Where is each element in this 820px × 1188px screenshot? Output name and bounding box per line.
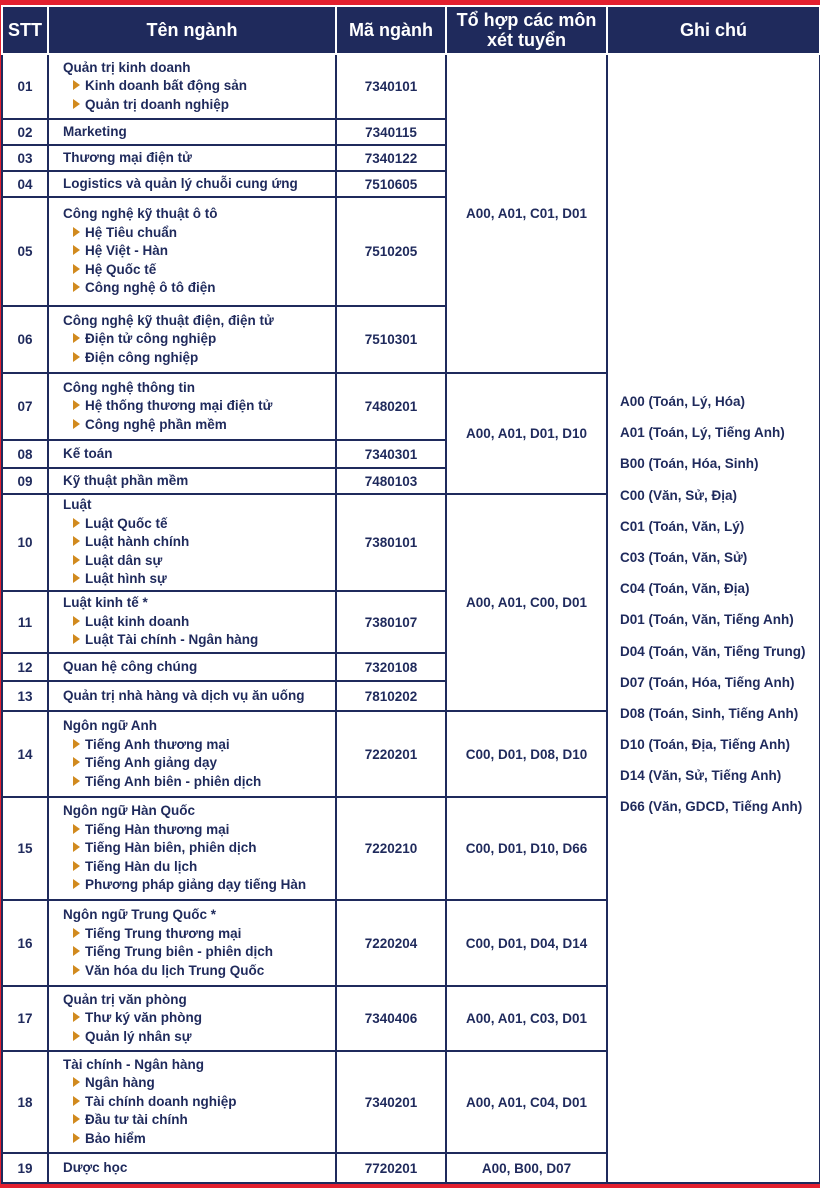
row-stt: 13 — [2, 681, 48, 711]
specialization-item — [63, 876, 335, 895]
specialization-item — [63, 858, 335, 877]
header-name: Tên ngành — [48, 6, 336, 54]
specialization-label: Tiếng Anh thương mại — [85, 736, 230, 752]
row-stt: 14 — [2, 711, 48, 797]
row-stt: 01 — [2, 54, 48, 119]
row-name — [48, 591, 336, 653]
specialization-label: Luật dân sự — [85, 552, 163, 568]
header-code: Mã ngành — [336, 6, 446, 54]
row-stt: 11 — [2, 591, 48, 653]
specialization-label: Tiếng Anh biên - phiên dịch — [85, 773, 262, 789]
program-title: Công nghệ kỹ thuật ô tô — [63, 206, 218, 222]
triangle-bullet-icon — [73, 555, 80, 565]
specialization-item — [63, 570, 335, 589]
specialization-label: Luật kinh doanh — [85, 613, 190, 629]
specialization-label: Luật hình sự — [85, 571, 167, 587]
triangle-bullet-icon — [73, 99, 80, 109]
combo-cell: C00, D01, D08, D10 — [446, 711, 607, 797]
specialization-item — [63, 613, 335, 632]
specialization-item — [63, 1130, 335, 1149]
row-name — [48, 306, 336, 373]
triangle-bullet-icon — [73, 757, 80, 767]
program-title: Quan hệ công chúng — [63, 658, 198, 674]
specialization-label: Tiếng Trung thương mại — [85, 925, 242, 941]
triangle-bullet-icon — [73, 1031, 80, 1041]
note-item: C01 (Toán, Văn, Lý) — [620, 518, 745, 534]
header-row — [2, 6, 820, 54]
program-title: Luật kinh tế * — [63, 595, 148, 611]
specialization-item — [63, 96, 335, 115]
specialization-label: Văn hóa du lịch Trung Quốc — [85, 962, 265, 978]
row-stt: 03 — [2, 145, 48, 171]
row-stt: 08 — [2, 440, 48, 468]
specialization-label: Điện công nghiệp — [85, 349, 199, 365]
header-stt: STT — [2, 6, 48, 54]
specialization-item — [63, 77, 335, 96]
specialization-item — [63, 1074, 335, 1093]
row-code: 7220210 — [336, 797, 446, 900]
specialization-item — [63, 1111, 335, 1130]
combo-cell: A00, A01, C03, D01 — [446, 986, 607, 1051]
specialization-item — [63, 261, 335, 280]
specialization-label: Luật hành chính — [85, 534, 190, 550]
triangle-bullet-icon — [73, 245, 80, 255]
row-name — [48, 681, 336, 711]
combo-cell: A00, A01, D01, D10 — [446, 373, 607, 494]
program-title: Công nghệ thông tin — [63, 379, 195, 395]
row-stt: 17 — [2, 986, 48, 1051]
specialization-item — [63, 821, 335, 840]
specialization-label: Tiếng Hàn thương mại — [85, 821, 230, 837]
specialization-label: Luật Tài chính - Ngân hàng — [85, 632, 259, 648]
row-code: 7340115 — [336, 119, 446, 145]
program-title: Quản trị nhà hàng và dịch vụ ăn uống — [63, 687, 305, 703]
note-item: A00 (Toán, Lý, Hóa) — [620, 394, 746, 409]
specialization-item — [63, 1093, 335, 1112]
row-code: 7810202 — [336, 681, 446, 711]
combo-cell: A00, A01, C00, D01 — [446, 494, 607, 711]
note-item: C03 (Toán, Văn, Sử) — [620, 549, 748, 565]
combo-cell: A00, A01, C04, D01 — [446, 1051, 607, 1153]
row-name — [48, 54, 336, 119]
row-stt: 16 — [2, 900, 48, 986]
row-code: 7380101 — [336, 494, 446, 591]
specialization-label: Đầu tư tài chính — [85, 1112, 188, 1128]
row-code: 7480103 — [336, 468, 446, 494]
row-name — [48, 197, 336, 306]
row-code: 7510605 — [336, 171, 446, 197]
combo-cell: C00, D01, D04, D14 — [446, 900, 607, 986]
header-combo-line2: xét tuyển — [486, 30, 567, 50]
program-title: Công nghệ kỹ thuật điện, điện tử — [63, 312, 274, 328]
row-name — [48, 797, 336, 900]
row-name — [48, 986, 336, 1051]
triangle-bullet-icon — [73, 1012, 80, 1022]
note-item: C04 (Toán, Văn, Địa) — [620, 581, 750, 597]
row-name — [48, 1153, 336, 1183]
specialization-label: Công nghệ phần mềm — [85, 416, 227, 432]
specialization-label: Hệ Việt - Hàn — [85, 243, 169, 259]
row-stt: 02 — [2, 119, 48, 145]
row-code: 7220204 — [336, 900, 446, 986]
row-code: 7340101 — [336, 54, 446, 119]
header-combo — [446, 6, 607, 54]
specialization-label: Hệ Quốc tế — [85, 261, 157, 277]
specialization-item — [63, 552, 335, 571]
triangle-bullet-icon — [73, 1096, 80, 1106]
row-code: 7340201 — [336, 1051, 446, 1153]
program-title: Tài chính - Ngân hàng — [63, 1056, 204, 1072]
specialization-item — [63, 754, 335, 773]
specialization-item — [63, 416, 335, 435]
row-name — [48, 145, 336, 171]
specialization-label: Hệ Tiêu chuẩn — [85, 224, 178, 240]
combo-cell: C00, D01, D10, D66 — [446, 797, 607, 900]
note-item: B00 (Toán, Hóa, Sinh) — [620, 456, 759, 472]
row-stt: 05 — [2, 197, 48, 306]
table-row — [2, 54, 820, 119]
program-title: Ngôn ngữ Anh — [63, 718, 157, 733]
row-code: 7510205 — [336, 197, 446, 306]
combo-cell: A00, B00, D07 — [446, 1153, 607, 1183]
program-title: Ngôn ngữ Trung Quốc * — [63, 907, 217, 922]
triangle-bullet-icon — [73, 739, 80, 749]
triangle-bullet-icon — [73, 842, 80, 852]
triangle-bullet-icon — [73, 80, 80, 90]
specialization-label: Điện tử công nghiệp — [85, 331, 217, 347]
program-title: Kỹ thuật phần mềm — [63, 472, 189, 488]
triangle-bullet-icon — [73, 824, 80, 834]
combo-cell: A00, A01, C01, D01 — [446, 54, 607, 373]
triangle-bullet-icon — [73, 264, 80, 274]
specialization-item — [63, 631, 335, 650]
program-title: Kế toán — [63, 445, 113, 461]
triangle-bullet-icon — [73, 946, 80, 956]
row-code: 7510301 — [336, 306, 446, 373]
triangle-bullet-icon — [73, 965, 80, 975]
triangle-bullet-icon — [73, 1133, 80, 1143]
triangle-bullet-icon — [73, 227, 80, 237]
row-stt: 12 — [2, 653, 48, 681]
specialization-item — [63, 330, 335, 349]
specialization-label: Ngân hàng — [85, 1075, 155, 1091]
row-stt: 07 — [2, 373, 48, 440]
page-frame — [0, 5, 820, 1182]
specialization-label: Tài chính doanh nghiệp — [85, 1093, 237, 1109]
row-code: 7220201 — [336, 711, 446, 797]
specialization-label: Phương pháp giảng dạy tiếng Hàn — [85, 877, 307, 893]
specialization-item — [63, 533, 335, 552]
triangle-bullet-icon — [73, 1077, 80, 1087]
specialization-item — [63, 1028, 335, 1047]
specialization-label: Bảo hiểm — [85, 1130, 146, 1146]
program-title: Dược học — [63, 1159, 128, 1175]
row-name — [48, 373, 336, 440]
triangle-bullet-icon — [73, 282, 80, 292]
specialization-label: Công nghệ ô tô điện — [85, 280, 216, 296]
specialization-item — [63, 925, 335, 944]
specialization-item — [63, 773, 335, 792]
row-stt: 04 — [2, 171, 48, 197]
note-item: D08 (Toán, Sinh, Tiếng Anh) — [620, 705, 799, 721]
specialization-item — [63, 962, 335, 981]
row-stt: 09 — [2, 468, 48, 494]
note-item: D04 (Toán, Văn, Tiếng Trung) — [620, 643, 806, 659]
specialization-item — [63, 242, 335, 261]
row-code: 7380107 — [336, 591, 446, 653]
note-item: D07 (Toán, Hóa, Tiếng Anh) — [620, 674, 795, 690]
specialization-label: Quản lý nhân sự — [85, 1028, 192, 1044]
specialization-item — [63, 839, 335, 858]
row-name — [48, 900, 336, 986]
triangle-bullet-icon — [73, 928, 80, 938]
program-title: Ngôn ngữ Hàn Quốc — [63, 803, 196, 819]
specialization-item — [63, 515, 335, 534]
row-code: 7320108 — [336, 653, 446, 681]
row-stt: 06 — [2, 306, 48, 373]
specialization-item — [63, 1009, 335, 1028]
triangle-bullet-icon — [73, 573, 80, 583]
notes-cell — [607, 54, 820, 1183]
header-combo-line1: Tổ hợp các môn — [456, 10, 597, 30]
row-stt: 18 — [2, 1051, 48, 1153]
row-code: 7340122 — [336, 145, 446, 171]
note-item: D66 (Văn, GDCD, Tiếng Anh) — [620, 799, 803, 815]
note-item: D14 (Văn, Sử, Tiếng Anh) — [620, 768, 782, 784]
specialization-item — [63, 943, 335, 962]
triangle-bullet-icon — [73, 634, 80, 644]
program-title: Quản trị văn phòng — [63, 991, 187, 1007]
note-item: C00 (Văn, Sử, Địa) — [620, 487, 738, 503]
triangle-bullet-icon — [73, 879, 80, 889]
row-stt: 19 — [2, 1153, 48, 1183]
row-name — [48, 494, 336, 591]
row-name — [48, 119, 336, 145]
specialization-label: Thư ký văn phòng — [85, 1010, 203, 1026]
specialization-label: Tiếng Trung biên - phiên dịch — [85, 944, 273, 959]
triangle-bullet-icon — [73, 861, 80, 871]
row-code: 7480201 — [336, 373, 446, 440]
specialization-item — [63, 224, 335, 243]
specialization-item — [63, 736, 335, 755]
specialization-label: Hệ thống thương mại điện tử — [85, 398, 273, 414]
program-title: Logistics và quản lý chuỗi cung ứng — [63, 175, 298, 191]
specialization-item — [63, 349, 335, 368]
row-name — [48, 1051, 336, 1153]
note-item: A01 (Toán, Lý, Tiếng Anh) — [620, 425, 785, 441]
row-name — [48, 653, 336, 681]
program-title: Marketing — [63, 123, 127, 139]
specialization-label: Tiếng Hàn du lịch — [85, 858, 198, 874]
triangle-bullet-icon — [73, 333, 80, 343]
specialization-label: Kinh doanh bất động sản — [85, 78, 247, 94]
program-title: Quản trị kinh doanh — [63, 59, 191, 75]
row-code: 7720201 — [336, 1153, 446, 1183]
program-title: Thương mại điện tử — [63, 149, 192, 165]
specialization-label: Tiếng Anh giảng dạy — [85, 755, 218, 770]
row-code: 7340406 — [336, 986, 446, 1051]
row-stt: 10 — [2, 494, 48, 591]
row-name — [48, 711, 336, 797]
row-name — [48, 171, 336, 197]
triangle-bullet-icon — [73, 1114, 80, 1124]
row-name — [48, 468, 336, 494]
admission-table — [1, 5, 820, 1184]
specialization-item — [63, 279, 335, 298]
row-stt: 15 — [2, 797, 48, 900]
note-item: D10 (Toán, Địa, Tiếng Anh) — [620, 737, 791, 753]
triangle-bullet-icon — [73, 616, 80, 626]
triangle-bullet-icon — [73, 400, 80, 410]
triangle-bullet-icon — [73, 419, 80, 429]
header-notes: Ghi chú — [607, 6, 820, 54]
row-name — [48, 440, 336, 468]
triangle-bullet-icon — [73, 352, 80, 362]
row-code: 7340301 — [336, 440, 446, 468]
specialization-label: Tiếng Hàn biên, phiên dịch — [85, 840, 257, 856]
triangle-bullet-icon — [73, 776, 80, 786]
note-item: D01 (Toán, Văn, Tiếng Anh) — [620, 612, 794, 628]
triangle-bullet-icon — [73, 536, 80, 546]
specialization-label: Quản trị doanh nghiệp — [85, 96, 229, 112]
triangle-bullet-icon — [73, 518, 80, 528]
specialization-label: Luật Quốc tế — [85, 515, 168, 531]
program-title: Luật — [63, 497, 92, 513]
specialization-item — [63, 397, 335, 416]
